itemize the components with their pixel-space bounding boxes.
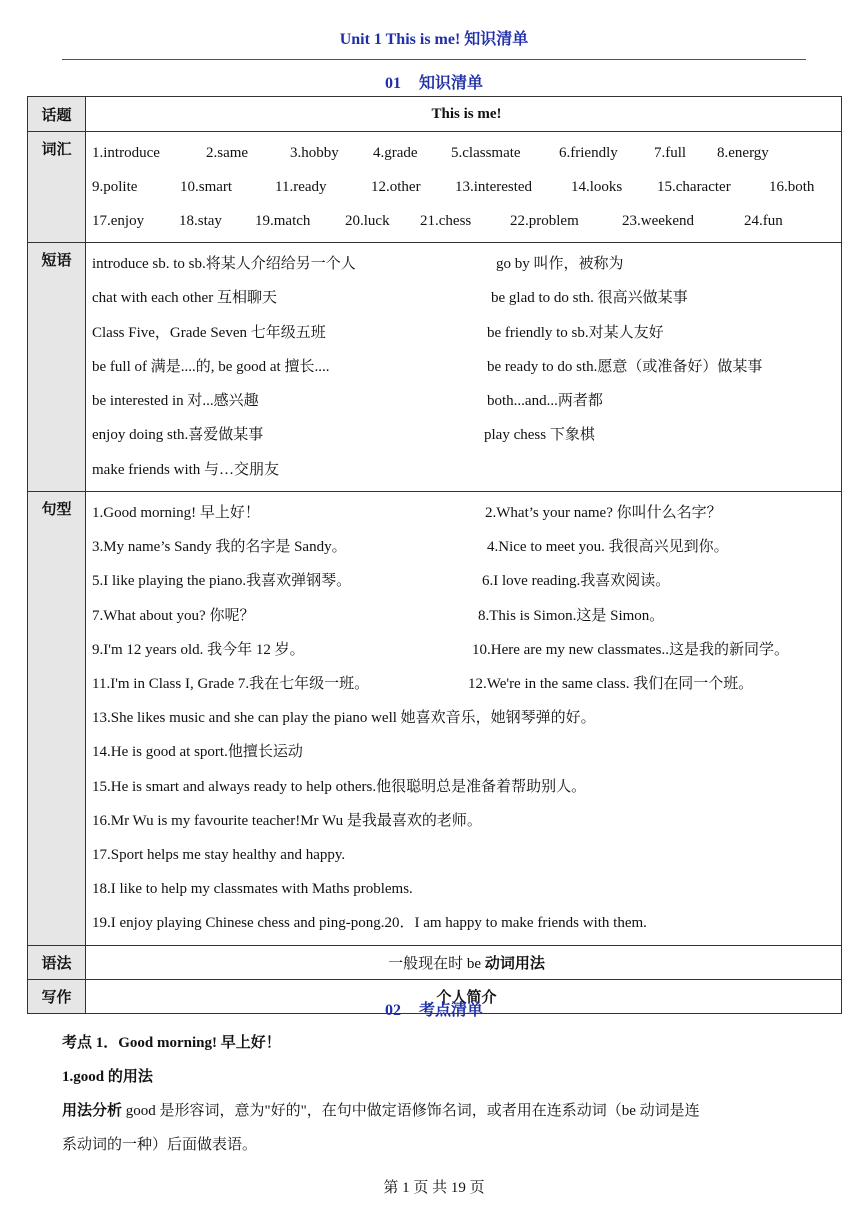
- analysis-line-2: 系动词的一种）后面做表语。: [62, 1137, 258, 1153]
- phrase-row: [28, 243, 842, 492]
- section-heading-2: [0, 997, 868, 1020]
- vocab-word: 6.friendly: [559, 145, 618, 161]
- vocab-word: 22.problem: [510, 213, 579, 229]
- vocab-word: 9.polite: [92, 179, 138, 195]
- phrase-right: play chess 下象棋: [484, 427, 595, 444]
- phrase-line: [92, 384, 841, 418]
- phrase-right: be ready to do sth.愿意（或准备好）做某事: [487, 358, 763, 375]
- page-footer: 第 1 页 共 19 页: [383, 1180, 485, 1196]
- phrase-left: be interested in 对...感兴趣: [92, 393, 259, 410]
- vocab-word: 7.full: [654, 145, 687, 161]
- sentence-line: [92, 599, 841, 633]
- vocab-word: 4.grade: [373, 145, 418, 161]
- document-title: Unit 1 This is me! 知识清单: [339, 31, 529, 48]
- vocab-word: 10.smart: [180, 179, 233, 195]
- phrase-left: chat with each other 互相聊天: [92, 290, 277, 307]
- sentence-left: 11.I'm in Class I, Grade 7.我在七年级一班。: [92, 676, 370, 693]
- topic-value: This is me!: [86, 97, 842, 132]
- section-heading-1: [0, 70, 868, 93]
- vocab-word: 23.weekend: [622, 213, 695, 229]
- vocab-line: [92, 170, 841, 204]
- sentence-line: [92, 667, 841, 701]
- sentence-line: 13.She likes music and she can play the piano well 她喜欢音乐，她钢琴弹的好。: [92, 710, 596, 727]
- grammar-value: [86, 945, 842, 979]
- point-subheading: 1.good 的用法: [62, 1069, 153, 1085]
- sentence-line: [92, 530, 841, 564]
- sentence-line: 17.Sport helps me stay healthy and happy.: [92, 846, 346, 863]
- vocab-word: 12.other: [371, 179, 421, 195]
- phrase-left: enjoy doing sth.喜爱做某事: [92, 427, 264, 444]
- phrase-line: [92, 281, 841, 315]
- phrase-label: 短语: [28, 243, 86, 492]
- section-number: 01: [384, 75, 401, 92]
- phrase-left: be full of 满是....的, be good at 擅长....: [92, 358, 330, 375]
- vocab-word: 24.fun: [744, 213, 783, 229]
- sentence-line: [92, 564, 841, 598]
- phrase-left: introduce sb. to sb.将某人介绍给另一个人: [92, 256, 356, 272]
- vocab-line: [92, 136, 841, 170]
- sentence-right: 6.I love reading.我喜欢阅读。: [482, 573, 671, 590]
- sentence-right: 2.What’s your name? 你叫什么名字？: [485, 505, 722, 522]
- vocab-word: 18.stay: [179, 213, 222, 229]
- grammar-prefix: 一般现在时 be: [388, 955, 485, 972]
- phrase-right: be friendly to sb.对某人友好: [487, 324, 664, 341]
- vocab-word: 16.both: [769, 179, 815, 195]
- vocab-content: [86, 132, 842, 243]
- phrase-right: both...and...两者都: [487, 393, 603, 410]
- sentence-right: 12.We're in the same class. 我们在同一个班。: [468, 676, 754, 693]
- sentence-right: 10.Here are my new classmates..这是我的新同学。: [472, 641, 790, 658]
- vocab-label: 词汇: [28, 132, 86, 243]
- grammar-label: 语法: [28, 945, 86, 979]
- phrase-line: [92, 316, 841, 350]
- sentence-content: [86, 492, 842, 945]
- grammar-row: [28, 945, 842, 979]
- phrase-right: go by 叫作，被称为: [496, 256, 624, 272]
- phrase-line: [92, 418, 841, 452]
- topic-row: [28, 97, 842, 132]
- analysis-text: good 是形容词，意为"好的"，在句中做定语修饰名词，或者用在连系动词（be 动词是连: [122, 1103, 700, 1119]
- vocab-word: 15.character: [657, 179, 731, 195]
- sentence-left: 5.I like playing the piano.我喜欢弹钢琴。: [92, 573, 352, 590]
- phrase-line: [92, 453, 841, 487]
- phrase-right: be glad to do sth. 很高兴做某事: [491, 290, 688, 307]
- grammar-bold: 动词用法: [484, 955, 545, 972]
- vocab-word: 8.energy: [717, 145, 769, 161]
- phrase-content: [86, 243, 842, 492]
- vocab-row: [28, 132, 842, 243]
- sentence-label: 句型: [28, 492, 86, 945]
- vocab-word: 20.luck: [345, 213, 390, 229]
- vocab-word: 2.same: [206, 145, 249, 161]
- sentence-line: 16.Mr Wu is my favourite teacher!Mr Wu 是我最喜欢的老师。: [92, 812, 482, 829]
- section-number: 02: [384, 1002, 401, 1019]
- vocab-word: 1.introduce: [92, 145, 160, 161]
- section-title: 知识清单: [418, 75, 483, 92]
- vocab-word: 17.enjoy: [92, 213, 145, 229]
- sentence-line: [92, 633, 841, 667]
- topic-label: 话题: [28, 97, 86, 132]
- sentence-row: [28, 492, 842, 945]
- phrase-left: Class Five，Grade Seven 七年级五班: [92, 324, 326, 341]
- vocab-word: 3.hobby: [290, 145, 339, 161]
- sentence-left: 9.I'm 12 years old. 我今年 12 岁。: [92, 641, 305, 658]
- sentence-line: 14.He is good at sport.他擅长运动: [92, 744, 303, 761]
- phrase-left: make friends with 与…交朋友: [92, 461, 280, 478]
- vocab-word: 14.looks: [571, 179, 623, 195]
- analysis-line-1: [62, 1099, 700, 1120]
- point-heading: 考点 1．Good morning! 早上好！: [62, 1035, 281, 1051]
- vocab-word: 21.chess: [420, 213, 472, 229]
- phrase-line: [92, 350, 841, 384]
- writing-value: 个人简介: [86, 979, 842, 1013]
- vocab-word: 5.classmate: [451, 145, 521, 161]
- sentence-left: 1.Good morning! 早上好！: [92, 505, 260, 522]
- sentence-left: 7.What about you? 你呢？: [92, 607, 255, 624]
- header-rule: [62, 59, 806, 60]
- sentence-line: 15.He is smart and always ready to help others.他很聪明总是准备着帮助别人。: [92, 778, 587, 795]
- analysis-label: 用法分析: [62, 1103, 123, 1119]
- sentence-line: [92, 496, 841, 530]
- section-title: 考点清单: [418, 1002, 483, 1019]
- vocab-line: [92, 204, 841, 238]
- phrase-line: [92, 247, 841, 281]
- sentence-right: 8.This is Simon.这是 Simon。: [478, 607, 665, 624]
- vocab-word: 19.match: [255, 213, 311, 229]
- sentence-line: 19.I enjoy playing Chinese chess and ping-pong.20．I am happy to make friends with them.: [92, 915, 647, 932]
- sentence-right: 4.Nice to meet you. 我很高兴见到你。: [487, 539, 729, 556]
- vocab-word: 13.interested: [455, 179, 533, 195]
- vocab-word: 11.ready: [275, 179, 327, 195]
- sentence-line: 18.I like to help my classmates with Maths problems.: [92, 881, 413, 898]
- knowledge-table: [27, 96, 842, 1014]
- sentence-left: 3.My name’s Sandy 我的名字是 Sandy。: [92, 539, 347, 556]
- writing-label: 写作: [28, 979, 86, 1013]
